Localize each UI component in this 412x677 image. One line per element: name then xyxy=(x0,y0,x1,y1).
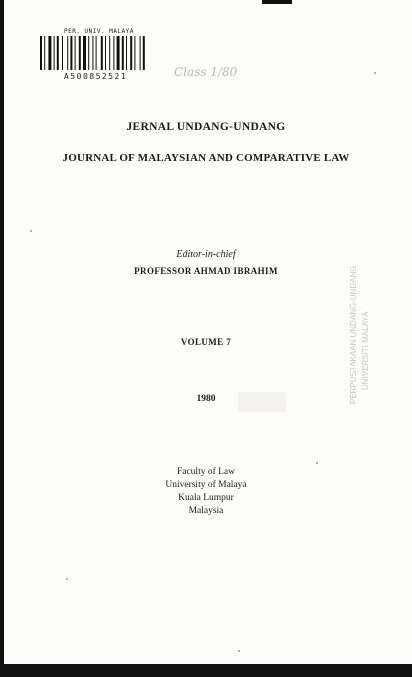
paper-speck xyxy=(374,72,376,74)
library-barcode-label xyxy=(36,28,170,80)
publisher-line-1: Faculty of Law xyxy=(176,467,236,477)
editor-name: PROFESSOR AHMAD IBRAHIM xyxy=(134,266,278,276)
journal-title-english: JOURNAL OF MALAYSIAN AND COMPARATIVE LAW xyxy=(62,152,350,164)
publisher-line-2: University of Malaya xyxy=(165,480,247,490)
barcode-number: A500852521 xyxy=(64,72,128,81)
publisher-line-4: Malaysia xyxy=(188,506,224,516)
scan-bottom-edge xyxy=(0,664,412,677)
svg-text:PERPUSTAKAAN UNDANG-UNDANG: PERPUSTAKAAN UNDANG-UNDANG xyxy=(349,265,358,404)
editor-in-chief-label: Editor-in-chief xyxy=(176,249,236,260)
barcode-icon xyxy=(36,36,170,70)
paper-speck xyxy=(30,230,32,232)
paper-speck xyxy=(316,462,318,464)
paper-speck xyxy=(66,578,68,580)
journal-title-malay: JERNAL UNDANG-UNDANG xyxy=(126,121,286,133)
barcode-top-text: PER. UNIV. MALAYA xyxy=(64,28,134,35)
svg-text:Class 1/80: Class 1/80 xyxy=(174,65,238,79)
publisher-line-3: Kuala Lumpur xyxy=(178,493,234,503)
svg-text:UNIVERSITI MALAYA: UNIVERSITI MALAYA xyxy=(361,311,370,390)
scan-top-edge xyxy=(262,0,292,4)
paper-speck xyxy=(238,650,240,652)
pencil-annotation xyxy=(172,62,282,82)
volume-number: VOLUME 7 xyxy=(180,337,232,347)
publication-year: 1980 xyxy=(196,394,216,404)
scan-left-edge xyxy=(0,0,4,664)
library-stamp xyxy=(338,240,384,406)
